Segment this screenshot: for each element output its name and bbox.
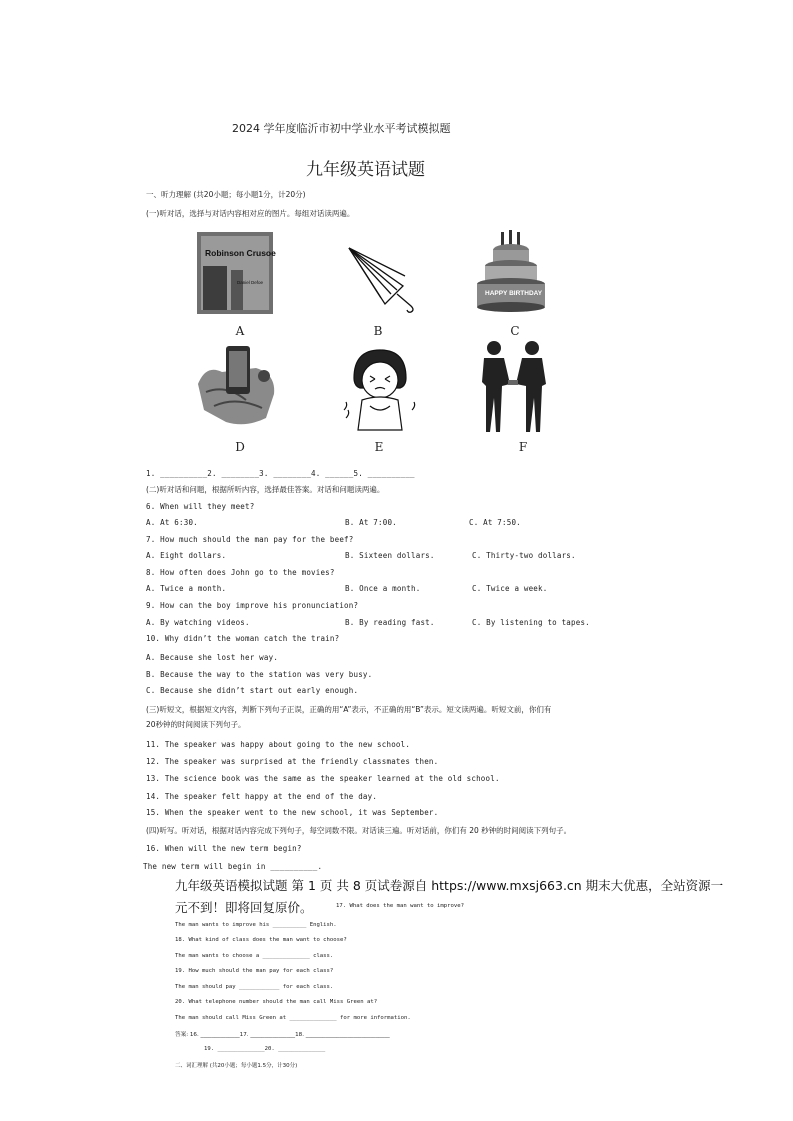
book-icon (195, 230, 275, 320)
picture-label-a: A (235, 324, 245, 338)
cake-text: HAPPY BIRTHDAY (485, 290, 543, 297)
question-20: 20. What telephone number should the man call Miss Green at? (175, 999, 378, 1005)
sick-girl-icon (340, 346, 420, 436)
picture-label-b: B (373, 324, 383, 338)
option-10a: A. Because she lost her way. (146, 653, 279, 662)
statement-12: 12. The speaker was surprised at the friendly classmates then. (146, 757, 439, 766)
statement-14: 14. The speaker felt happy at the end of the day. (146, 792, 378, 801)
question-17: 17. What does the man want to improve? (336, 903, 464, 909)
statement-15: 15. When the speaker went to the new school, it was September. (146, 808, 439, 817)
statement-13: 13. The science book was the same as the speaker learned at the old school. (146, 774, 500, 783)
book-author: Daniel Defoe (237, 280, 264, 285)
answer-17: The man wants to improve his __________ English. (175, 922, 337, 928)
answer-16: The new term will begin in __________. (143, 862, 323, 871)
umbrella-icon (345, 240, 425, 330)
option-9b: B. By reading fast. (345, 618, 435, 627)
option-7b: B. Sixteen dollars. (345, 551, 435, 560)
question-9: 9. How can the boy improve his pronunciation? (146, 601, 359, 610)
option-6b: B. At 7:00. (345, 518, 397, 527)
option-8b: B. Once a month. (345, 584, 421, 593)
question-7: 7. How much should the man pay for the beef? (146, 535, 354, 544)
option-8c: C. Twice a week. (472, 584, 548, 593)
option-6a: A. At 6:30. (146, 518, 198, 527)
question-18: 18. What kind of class does the man want to choose? (175, 937, 347, 943)
part3-instructions-2: 20秒钟的时间阅读下列句子。 (146, 720, 246, 729)
question-8: 8. How often does John go to the movies? (146, 568, 335, 577)
picture-label-c: C (510, 324, 520, 338)
section2-heading: 二、词汇理解 (共20小题；每小题1.5分，计30分) (175, 1063, 298, 1069)
answer-sheet-line-1: 答案: 16. ______________17. ________________18. ______________________________ (175, 1032, 390, 1038)
answer-line-1-5: 1. __________2. ________3. ________4. ______5. __________ (146, 469, 415, 478)
option-7c: C. Thirty-two dollars. (472, 551, 576, 560)
exam-subtitle: 2024 学年度临沂市初中学业水平考试模拟题 (232, 122, 451, 135)
part1-instructions: (一)听对话，选择与对话内容相对应的图片。每组对话读两遍。 (146, 209, 355, 218)
answer-20: The man should call Miss Green at ______________ for more information. (175, 1015, 411, 1021)
answer-19: The man should pay ____________ for each class. (175, 984, 334, 990)
part3-instructions: (三)听短文，根据短文内容，判断下列句子正误，正确的用“A”表示，不正确的用“B”表示。短文读两遍。听短文前，你们有 (146, 705, 552, 714)
option-9a: A. By watching videos. (146, 618, 250, 627)
question-10: 10. Why didn’t the woman catch the train? (146, 634, 340, 643)
birthday-cake-icon (473, 228, 553, 318)
picture-label-e: E (374, 440, 384, 454)
page-title: 九年级英语试题 (306, 160, 425, 180)
option-8a: A. Twice a month. (146, 584, 227, 593)
question-6: 6. When will they meet? (146, 502, 255, 511)
part2-instructions: (二)听对话和问题，根据所听内容，选择最佳答案。对话和问题读两遍。 (146, 485, 385, 494)
question-16: 16. When will the new term begin? (146, 844, 302, 853)
phone-map-icon (196, 344, 276, 434)
option-10c: C. Because she didn’t start out early enough. (146, 686, 359, 695)
section-heading: 一、听力理解 (共20小题；每小题1分，计20分) (146, 190, 306, 199)
book-title: Robinson Crusoe (205, 248, 276, 258)
part4-instructions: (四)听写。听对话，根据对话内容完成下列句子，每空词数不限。对话读三遍。听对话前，你们有 20 秒钟的时间阅读下列句子。 (146, 826, 572, 835)
question-19: 19. How much should the man pay for each class? (175, 968, 334, 974)
answer-sheet-line-2: 19. ______________20. ______________ (204, 1046, 326, 1052)
answer-18: The man wants to choose a ______________ class. (175, 953, 334, 959)
footer-line-1: 九年级英语模拟试题 第 1 页 共 8 页试卷源自 https://www.mxsj663.cn 期末大优惠，全站资源一 (175, 878, 724, 893)
option-10b: B. Because the way to the station was very busy. (146, 670, 373, 679)
statement-11: 11. The speaker was happy about going to the new school. (146, 740, 411, 749)
option-9c: C. By listening to tapes. (472, 618, 590, 627)
picture-label-d: D (235, 440, 245, 454)
option-6c: C. At 7:50. (469, 518, 521, 527)
option-7a: A. Eight dollars. (146, 551, 227, 560)
handshake-icon (476, 338, 556, 428)
picture-label-f: F (518, 440, 528, 454)
footer-line-2: 元不到！即将回复原价。 (175, 900, 313, 915)
